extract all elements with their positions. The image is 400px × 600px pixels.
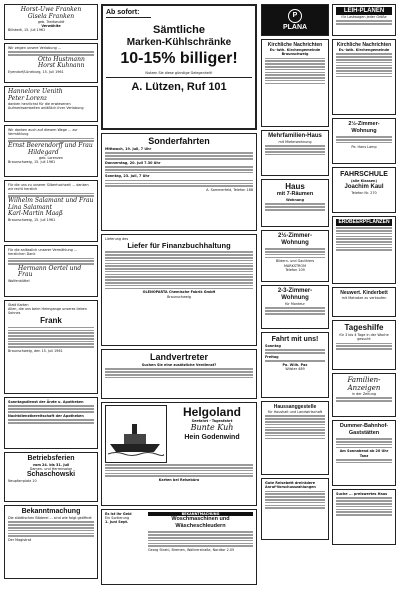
ad-church-news-2 xyxy=(332,39,396,115)
column-3 xyxy=(261,4,329,543)
ad-tagline: Bunte Kuh xyxy=(190,423,234,433)
ad-title: Sonderfahrten xyxy=(148,136,210,146)
ad-title: Haus xyxy=(285,182,305,191)
ad-sub: Ev.-luth. Kirchengemeinde xyxy=(269,48,321,52)
ad-footer: Georg Strahl, Bremen, Wallnerstraße, Nordtor 2.05 xyxy=(148,548,235,553)
ad-name: Otto Hustmann xyxy=(38,55,85,63)
ad-title: Landvertreter xyxy=(149,352,209,362)
ad-headline: Liefer für Finanzbuchhaltung xyxy=(127,241,231,251)
ad-strawberry-plants xyxy=(332,216,396,284)
ad-driving-school xyxy=(332,167,396,213)
ad-text: danken herzlichst für die erwiesenen Aufmerksamkeiten anläßlich ihrer Verlobung xyxy=(8,102,84,111)
ad-sub: (alle Klassen) xyxy=(350,179,378,183)
ad-title: Kirchliche Nachrichten xyxy=(267,42,323,48)
ad-sub: Seefahrt - Tagesfahrt xyxy=(191,419,233,423)
ad-name: Ernst Beerendorff und Frau xyxy=(8,142,93,150)
ad-text: Allen, die uns beim Heimgange unseres lieben Sohnes xyxy=(8,307,87,316)
ad-title: Haussanggestelle xyxy=(273,404,317,410)
ad-line: Sonntag xyxy=(265,344,281,348)
ad-sub: Damen- und Herrensalon xyxy=(29,467,73,472)
ad-house xyxy=(261,179,329,227)
ad-bicycles xyxy=(261,478,329,540)
ad-tag: Ab sofort: xyxy=(106,8,151,18)
ad-household-help xyxy=(261,401,329,475)
ad-title: ERDBEERPFLANZEN xyxy=(336,219,392,226)
ad-footer: Der Magistrat xyxy=(8,538,32,543)
ad-thanks-beerendorff xyxy=(4,125,98,177)
ad-name: Gisela Franken xyxy=(27,12,75,20)
ad-title: Kirchliche Nachrichten xyxy=(336,42,392,48)
ad-place-date: Braunschweig, 15. Juli 1961 xyxy=(8,160,56,165)
ad-name: Wilhelm Salamant und Frau xyxy=(8,197,94,205)
ad-plana xyxy=(261,4,329,36)
ad-price: 10-15% billiger! xyxy=(120,50,238,67)
ad-phone: Telefon 109 xyxy=(285,267,305,272)
ad-title: Bekanntmachung xyxy=(21,508,81,515)
ad-date: 1. Juni Sept. xyxy=(105,520,129,525)
ad-engagement-hustmann xyxy=(4,43,98,83)
ad-sub: Ein Sortierung xyxy=(105,516,130,521)
ad-line: Sonntag, 23. Juli, 7 Uhr xyxy=(105,174,150,179)
ad-travel xyxy=(261,332,329,398)
ad-name: Hildegard xyxy=(28,148,59,156)
ad-text: Am Sonnabend ab 20 Uhr Tanz xyxy=(339,449,389,458)
ad-title: Helgoland xyxy=(182,405,241,419)
ad-family-notices xyxy=(332,373,396,417)
ad-title: 2½-Zimmer-Wohnung xyxy=(348,121,380,134)
ad-text: Für die anlässlich unserer Vermählung ... herzlichen Dank xyxy=(8,248,78,257)
ad-name: Karl-Martin Maaß xyxy=(8,210,63,218)
ad-line: Donnerstag, 20. Juli 7.30 Uhr xyxy=(105,160,161,165)
ad-title: 2½-Zimmer-Wohnung xyxy=(277,233,312,246)
ad-line: geb. Lorenzen xyxy=(38,156,64,161)
ad-text: für Monteur xyxy=(285,302,305,306)
ad-sub: Nachtdienstbereitschaft der Apotheken xyxy=(8,413,84,418)
ad-helgoland xyxy=(101,402,257,506)
ad-holiday-salon xyxy=(4,452,98,502)
ad-name: Peter Lorenz xyxy=(8,94,48,102)
ad-headline: Marken-Kühlschränke xyxy=(126,37,232,48)
ad-text: Wir zeigen unsere Verlobung ... xyxy=(8,46,62,50)
ad-wedding-franken xyxy=(4,4,98,40)
ad-text: Suche ... preiswertes Haus xyxy=(336,492,388,496)
ad-header: BEKANNTMACHUNG xyxy=(148,512,253,516)
ad-title: Es ist ihr Geld xyxy=(105,512,132,516)
column-4 xyxy=(332,4,396,548)
ad-text: Für die uns zu unserer Silberhochzeit ... danken wir recht herzlich xyxy=(8,183,89,192)
ad-line: Freitag xyxy=(265,354,279,359)
ship-illustration xyxy=(105,405,167,463)
ad-church-news xyxy=(261,39,329,127)
ad-status: Verwählte xyxy=(41,24,61,29)
ad-place-date: Braunschweig, 15. Juli 1961 xyxy=(8,217,56,222)
ad-ship: Hein Godenwind xyxy=(184,434,240,442)
ad-company: OLENOPARTA Chemische Fabrik GmbH xyxy=(142,290,216,295)
ad-text: für Haushalt und Landwirtschaft xyxy=(267,410,323,414)
ad-child-bed xyxy=(332,287,396,317)
ad-flat-2half xyxy=(261,230,329,282)
ad-footer: Bildern- und Gauthiers MARKSTROM xyxy=(275,259,315,268)
ad-washing-machines xyxy=(101,509,257,585)
ship-icon xyxy=(106,406,164,460)
ad-title: Lieferung des xyxy=(105,237,129,241)
ad-text: mit Matratze zu verkaufen xyxy=(341,296,387,300)
ad-text: Die städtischen Bäderei ... sind wie folgt geöffnet xyxy=(8,516,92,520)
ad-name: Schaschowski xyxy=(26,471,76,479)
ad-address: Neupfarrplatz 10 xyxy=(8,479,37,484)
column-2 xyxy=(101,4,257,588)
ad-title: Mehrfamilien-Haus xyxy=(268,133,322,139)
ad-place: Wilster 489 xyxy=(285,367,305,372)
ad-place: Braunschweig xyxy=(281,52,309,57)
ad-place-date: Eyendorf/Lüneburg, 15. Juli 1961 xyxy=(8,69,64,74)
ad-company: A. Lützen, Ruf 101 xyxy=(131,81,227,94)
ad-title: Tageshilfe xyxy=(344,323,384,332)
ad-wanted-house xyxy=(332,489,396,545)
ad-sunday-service xyxy=(4,397,98,449)
ad-line: Wohnung xyxy=(285,198,305,202)
ad-text: Wir danken auch auf diesem Wege ... zur Vermählung xyxy=(8,128,78,137)
ad-date: vom 24. bis 31. Juli xyxy=(32,463,70,467)
ad-thanks-salamant xyxy=(4,180,98,242)
ad-restaurant xyxy=(332,420,396,486)
ad-obituary-frank xyxy=(4,300,98,394)
column-1 xyxy=(4,4,98,582)
ad-title: 2-3-Zimmer-Wohnung xyxy=(277,288,313,301)
ad-sub: mit 7-Räumen xyxy=(276,191,314,197)
ad-footer: Braunschweig, den 15. Juli 1961 xyxy=(8,349,63,354)
ad-sub: Ev.-luth. Kirchengemeinde xyxy=(338,48,390,52)
ad-title: Woschmaschinen und Wäscheschleudern xyxy=(171,516,230,530)
ad-finance-job xyxy=(101,234,257,346)
ad-text: Gute Reisebett dreirädere Anruf-Vorschusszahlungen xyxy=(265,481,316,490)
ad-place: Wolfenbüttel xyxy=(8,278,30,283)
ad-title: Dummer-Bahnhof-Gaststätten xyxy=(339,423,389,436)
ad-headline: Sämtliche xyxy=(153,24,205,36)
ad-name: Hermann Oertel und Frau xyxy=(18,264,82,279)
ad-name: Joachim Kaul xyxy=(344,184,384,191)
ad-note: Nutzen Sie diese günstige Gelegenheit! xyxy=(145,71,213,75)
ad-thanks-oertel xyxy=(4,245,98,297)
ad-name: Hannelore Uenith xyxy=(8,88,63,95)
ad-sub: mit Mieterwohnung xyxy=(278,140,312,144)
ad-text: für 3 bis 4 Tage in der Woche gesucht xyxy=(339,333,389,342)
ad-special-trips xyxy=(101,133,257,231)
ad-footer: Pa. Wilh. Pax xyxy=(282,363,308,368)
ad-flat-lamp xyxy=(332,118,396,164)
ad-flat-2-3 xyxy=(261,285,329,329)
ad-name: Horst-Uwe Franken xyxy=(20,6,82,13)
ad-day-help xyxy=(332,320,396,370)
ad-land-agent xyxy=(101,349,257,399)
ad-title: Betriebsferien xyxy=(27,455,75,462)
ad-thanks-uenith xyxy=(4,86,98,122)
ad-place: Braunschweig xyxy=(167,294,191,299)
ad-text: in der Zeitung xyxy=(351,392,376,396)
ad-leih-planen xyxy=(332,4,396,36)
ad-footer: A. Sommerfeld, Telefon 188 xyxy=(206,188,253,193)
ad-apartment-house xyxy=(261,130,329,176)
ad-title: Sonntagsdienst der Ärzte u. Apotheken xyxy=(8,400,84,404)
ad-fridges xyxy=(101,4,257,130)
ad-place-date: Billstedt, 15. Juli 1961 xyxy=(8,28,46,33)
ad-title: LEIH-PLANEN xyxy=(336,7,392,15)
ad-announcement xyxy=(4,505,98,579)
ad-title: Neuwert. Kinderbett xyxy=(340,290,388,296)
ad-name: Frank xyxy=(40,315,62,325)
ad-title: Fahrt mit uns! xyxy=(271,336,319,343)
ad-text: für Lastwagen jeder Größe xyxy=(341,15,387,19)
ad-name: Horst Kuhnann xyxy=(38,62,85,70)
ad-name: Lina Salamant xyxy=(8,203,52,211)
ad-footer: Karten bei Reisebüro xyxy=(158,478,200,483)
ad-title: Familien-Anzeigen xyxy=(347,376,381,392)
plana-badge-icon: P xyxy=(288,9,302,23)
ad-footer: Pe. Hans Lamp xyxy=(351,144,377,149)
ad-phone: Telefon Nr. 270 xyxy=(351,191,377,196)
ad-brand: PLANA xyxy=(282,23,308,31)
ad-heading: Statt Karten xyxy=(8,303,29,307)
ad-sub: Suchen Sie eine zusätzliche Verdienst? xyxy=(141,363,217,367)
ad-line: geb. Tredtwuldt xyxy=(37,20,65,24)
ad-title: FAHRSCHULE xyxy=(340,171,388,178)
ad-line: Mittwoch, 19. Juli, 7 Uhr xyxy=(105,147,152,151)
